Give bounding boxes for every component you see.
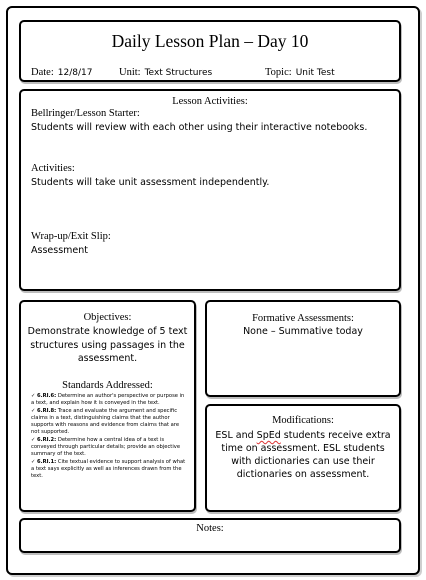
unit-label: Unit: [119, 67, 141, 78]
modifications-heading: Modifications: [272, 415, 334, 426]
standards-list [31, 393, 188, 481]
objectives-text: Demonstrate knowledge of 5 text structures using passages in the assessment. [27, 326, 188, 364]
bellringer-label: Bellringer/Lesson Starter: [31, 108, 140, 119]
date-field [31, 67, 92, 78]
sped-word: SpEd [256, 430, 281, 441]
activities-label: Activities: [31, 163, 75, 174]
lesson-activities-box [19, 89, 401, 291]
standard-item: ✓ 6.RI.6: Determine an author's perspective or purpose in a text, and explain how it is conveyed in the text. [31, 393, 185, 407]
wrapup-text: Assessment [31, 245, 88, 256]
unit-field [119, 67, 212, 78]
objectives-heading: Objectives: [83, 312, 132, 323]
lesson-activities-heading: Lesson Activities: [172, 96, 248, 107]
modifications-text: ESL and SpEd students receive extra time on assessment. ESL students with dictionaries can use their dictionaries on assessment. [215, 430, 391, 480]
topic-value: Unit Test [295, 68, 335, 78]
notes-heading: Notes: [196, 523, 224, 534]
topic-label: Topic: [265, 67, 292, 78]
wrapup-label: Wrap-up/Exit Slip: [31, 231, 111, 242]
unit-value: Text Structures [144, 68, 213, 78]
notes-box [19, 518, 401, 553]
activities-text: Students will take unit assessment independently. [31, 177, 270, 188]
date-value: 12/8/17 [57, 68, 93, 78]
standard-item: ✓ 6.RI.1: Cite textual evidence to support analysis of what a text says explicitly as well as inferences drawn from the text. [31, 458, 186, 480]
objectives-box [19, 300, 196, 512]
standards-heading: Standards Addressed: [62, 380, 153, 391]
standard-item: ✓ 6.RI.8: Trace and evaluate the argument and specific claims in a text, distinguishing claims that the author supports with reasons and evidence from claims that are not supported. [31, 407, 180, 436]
standard-item: ✓ 6.RI.2: Determine how a central idea of a text is conveyed through particular details; provide an objective summary of the text. [31, 436, 181, 458]
formative-heading: Formative Assessments: [252, 313, 354, 324]
modifications-box [205, 404, 401, 512]
header-box [19, 20, 401, 82]
topic-field [265, 67, 335, 78]
page-title: Daily Lesson Plan – Day 10 [111, 31, 309, 51]
date-label: Date: [31, 67, 54, 78]
bellringer-text: Students will review with each other using their interactive notebooks. [31, 122, 368, 133]
formative-text: None – Summative today [243, 326, 363, 337]
formative-assessments-box [205, 300, 401, 397]
